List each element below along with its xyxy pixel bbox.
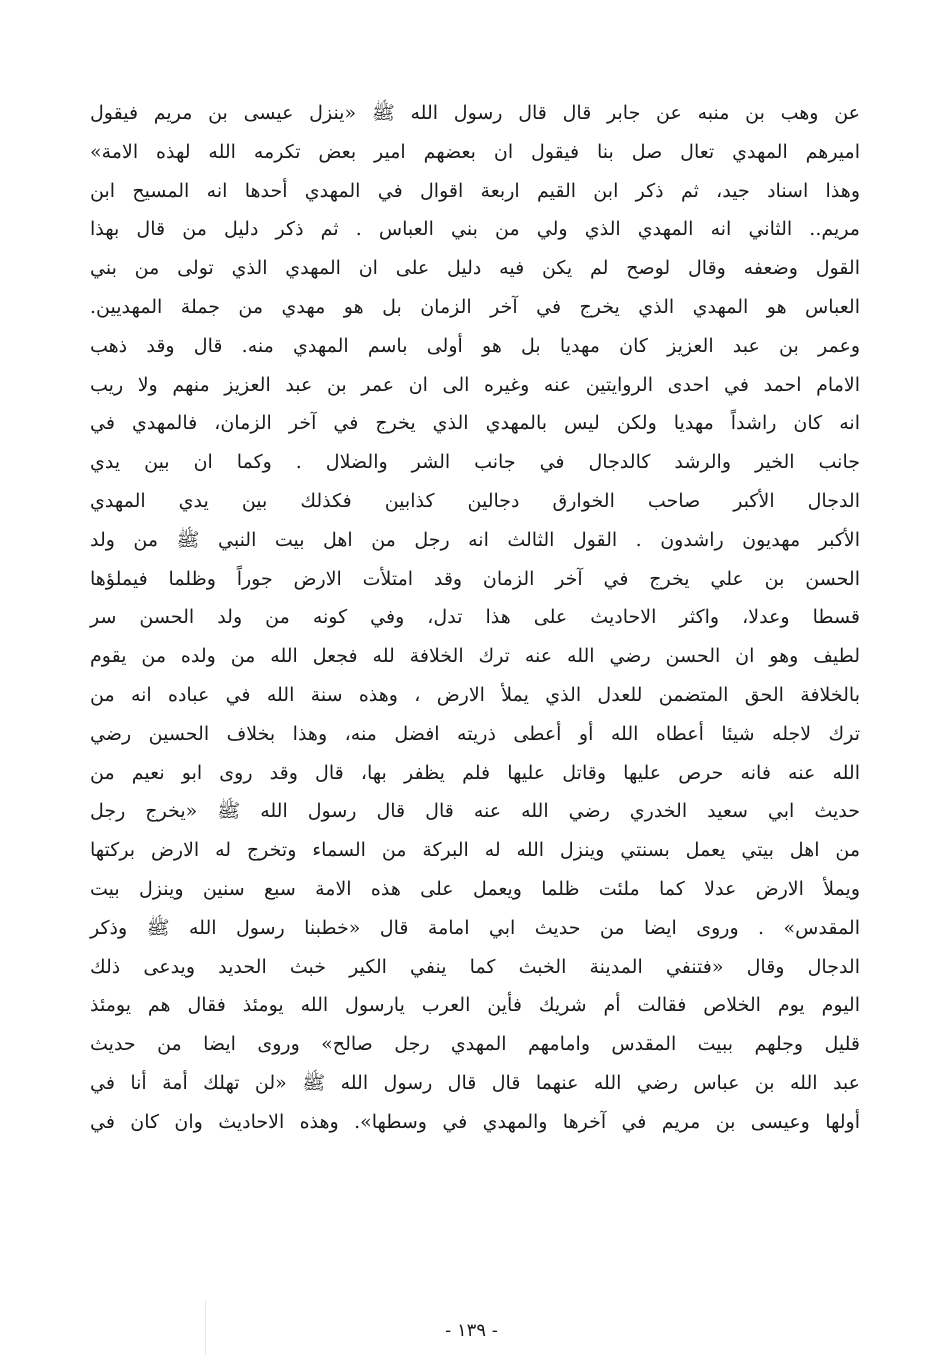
body-text	[90, 94, 860, 1142]
text-line: الدجال وقال «فتنفي المدينة الخبث كما ينفي الكير خبث الحديد ويدعى ذلك	[90, 955, 860, 978]
text-line: العباس هو المهدي الذي يخرج في آخر الزمان بل هو مهدي من جملة المهديين.	[90, 295, 860, 318]
text-line: اميرهم المهدي تعال صل بنا فيقول ان بعضهم امير بعض تكرمه الله لهذه الامة»	[90, 140, 860, 163]
text-line: من اهل بيتي يعمل بسنتي وينزل الله له البركة من السماء وتخرج له الارض بركتها	[90, 839, 860, 862]
text-line: قسطا وعدلا، واكثر الاحاديث على هذا تدل، وفي كونه من ولد الحسن سر	[90, 606, 860, 629]
text-line: المقدس» . وروى ايضا من حديث ابي امامة قال «خطبنا رسول الله ﷺ وذكر	[90, 916, 860, 939]
page-number: - ١٣٩ -	[445, 1320, 498, 1341]
text-line: مريم.. الثاني انه المهدي الذي ولي من بني العباس . ثم ذكر دليل من قال بهذا	[90, 218, 860, 241]
text-line: جانب الخير والرشد كالدجال في جانب الشر والضلال . وكما ان بين يدي	[90, 451, 860, 474]
text-line: القول وضعفه وقال لوصح لم يكن فيه دليل على ان المهدي الذي تولى من بني	[90, 257, 860, 280]
text-line: اليوم يوم الخلاص فقالت أم شريك فأين العرب يارسول الله يومئذ فقال هم يومئذ	[90, 994, 860, 1017]
text-line: قليل وجلهم ببيت المقدس وامامهم المهدي رجل صالح» وروى ايضا من حديث	[90, 1033, 860, 1056]
text-line: عن وهب بن منبه عن جابر قال قال رسول الله ﷺ «ينزل عيسى بن مريم فيقول	[90, 102, 860, 124]
text-line: الدجال الأكبر صاحب الخوارق دجالين كذابين فكذلك بين يدي المهدي	[90, 489, 860, 512]
text-line: لطيف وهو ان الحسن رضي الله عنه ترك الخلافة لله فجعل الله من ولده من يقوم	[90, 645, 860, 668]
text-line: ويملأ الارض عدلا كما ملئت ظلما ويعمل على هذه الامة سبع سنين وينزل بيت	[90, 877, 860, 900]
text-line: ترك لاجله شيئا أعطاه الله أو أعطى ذريته افضل منه، وهذا بخلاف الحسين رضي	[90, 722, 860, 745]
text-line: الله عنه فانه حرص عليها وقاتل عليها فلم يظفر بها، قال وقد روى ابو نعيم من	[90, 761, 860, 784]
text-line: الحسن بن علي يخرج في آخر الزمان وقد امتلأت الارض جوراً وظلما فيملؤها	[90, 567, 860, 590]
text-line: الامام احمد في احدى الروايتين عنه وغيره الى ان عمر بن عبد العزيز منهم ولا ريب	[90, 373, 860, 396]
text-line: وهذا اسناد جيد، ثم ذكر ابن القيم اربعة اقوال في المهدي أحدها انه المسيح ابن	[90, 179, 860, 202]
text-line: وعمر بن عبد العزيز كان مهديا بل هو أولى باسم المهدي منه. قال وقد ذهب	[90, 334, 860, 357]
text-line: الأكبر مهديون راشدون . القول الثالث انه رجل من اهل بيت النبي ﷺ من ولد	[90, 528, 860, 551]
text-line: أولها وعيسى بن مريم في آخرها والمهدي في وسطها». وهذه الاحاديث وان كان في	[90, 1110, 860, 1133]
text-line: انه كان راشداً مهديا ولكن ليس بالمهدي الذي يخرج في آخر الزمان، فالمهدي في	[90, 412, 860, 435]
text-line: عبد الله بن عباس رضي الله عنهما قال قال رسول الله ﷺ «لن تهلك أمة أنا في	[90, 1071, 860, 1094]
text-line: بالخلافة الحق المتضمن للعدل الذي يملأ الارض ، وهذه سنة الله في عباده انه من	[90, 683, 860, 706]
text-line: حديث ابي سعيد الخدري رضي الله عنه قال قال رسول الله ﷺ «يخرج رجل	[90, 800, 860, 823]
